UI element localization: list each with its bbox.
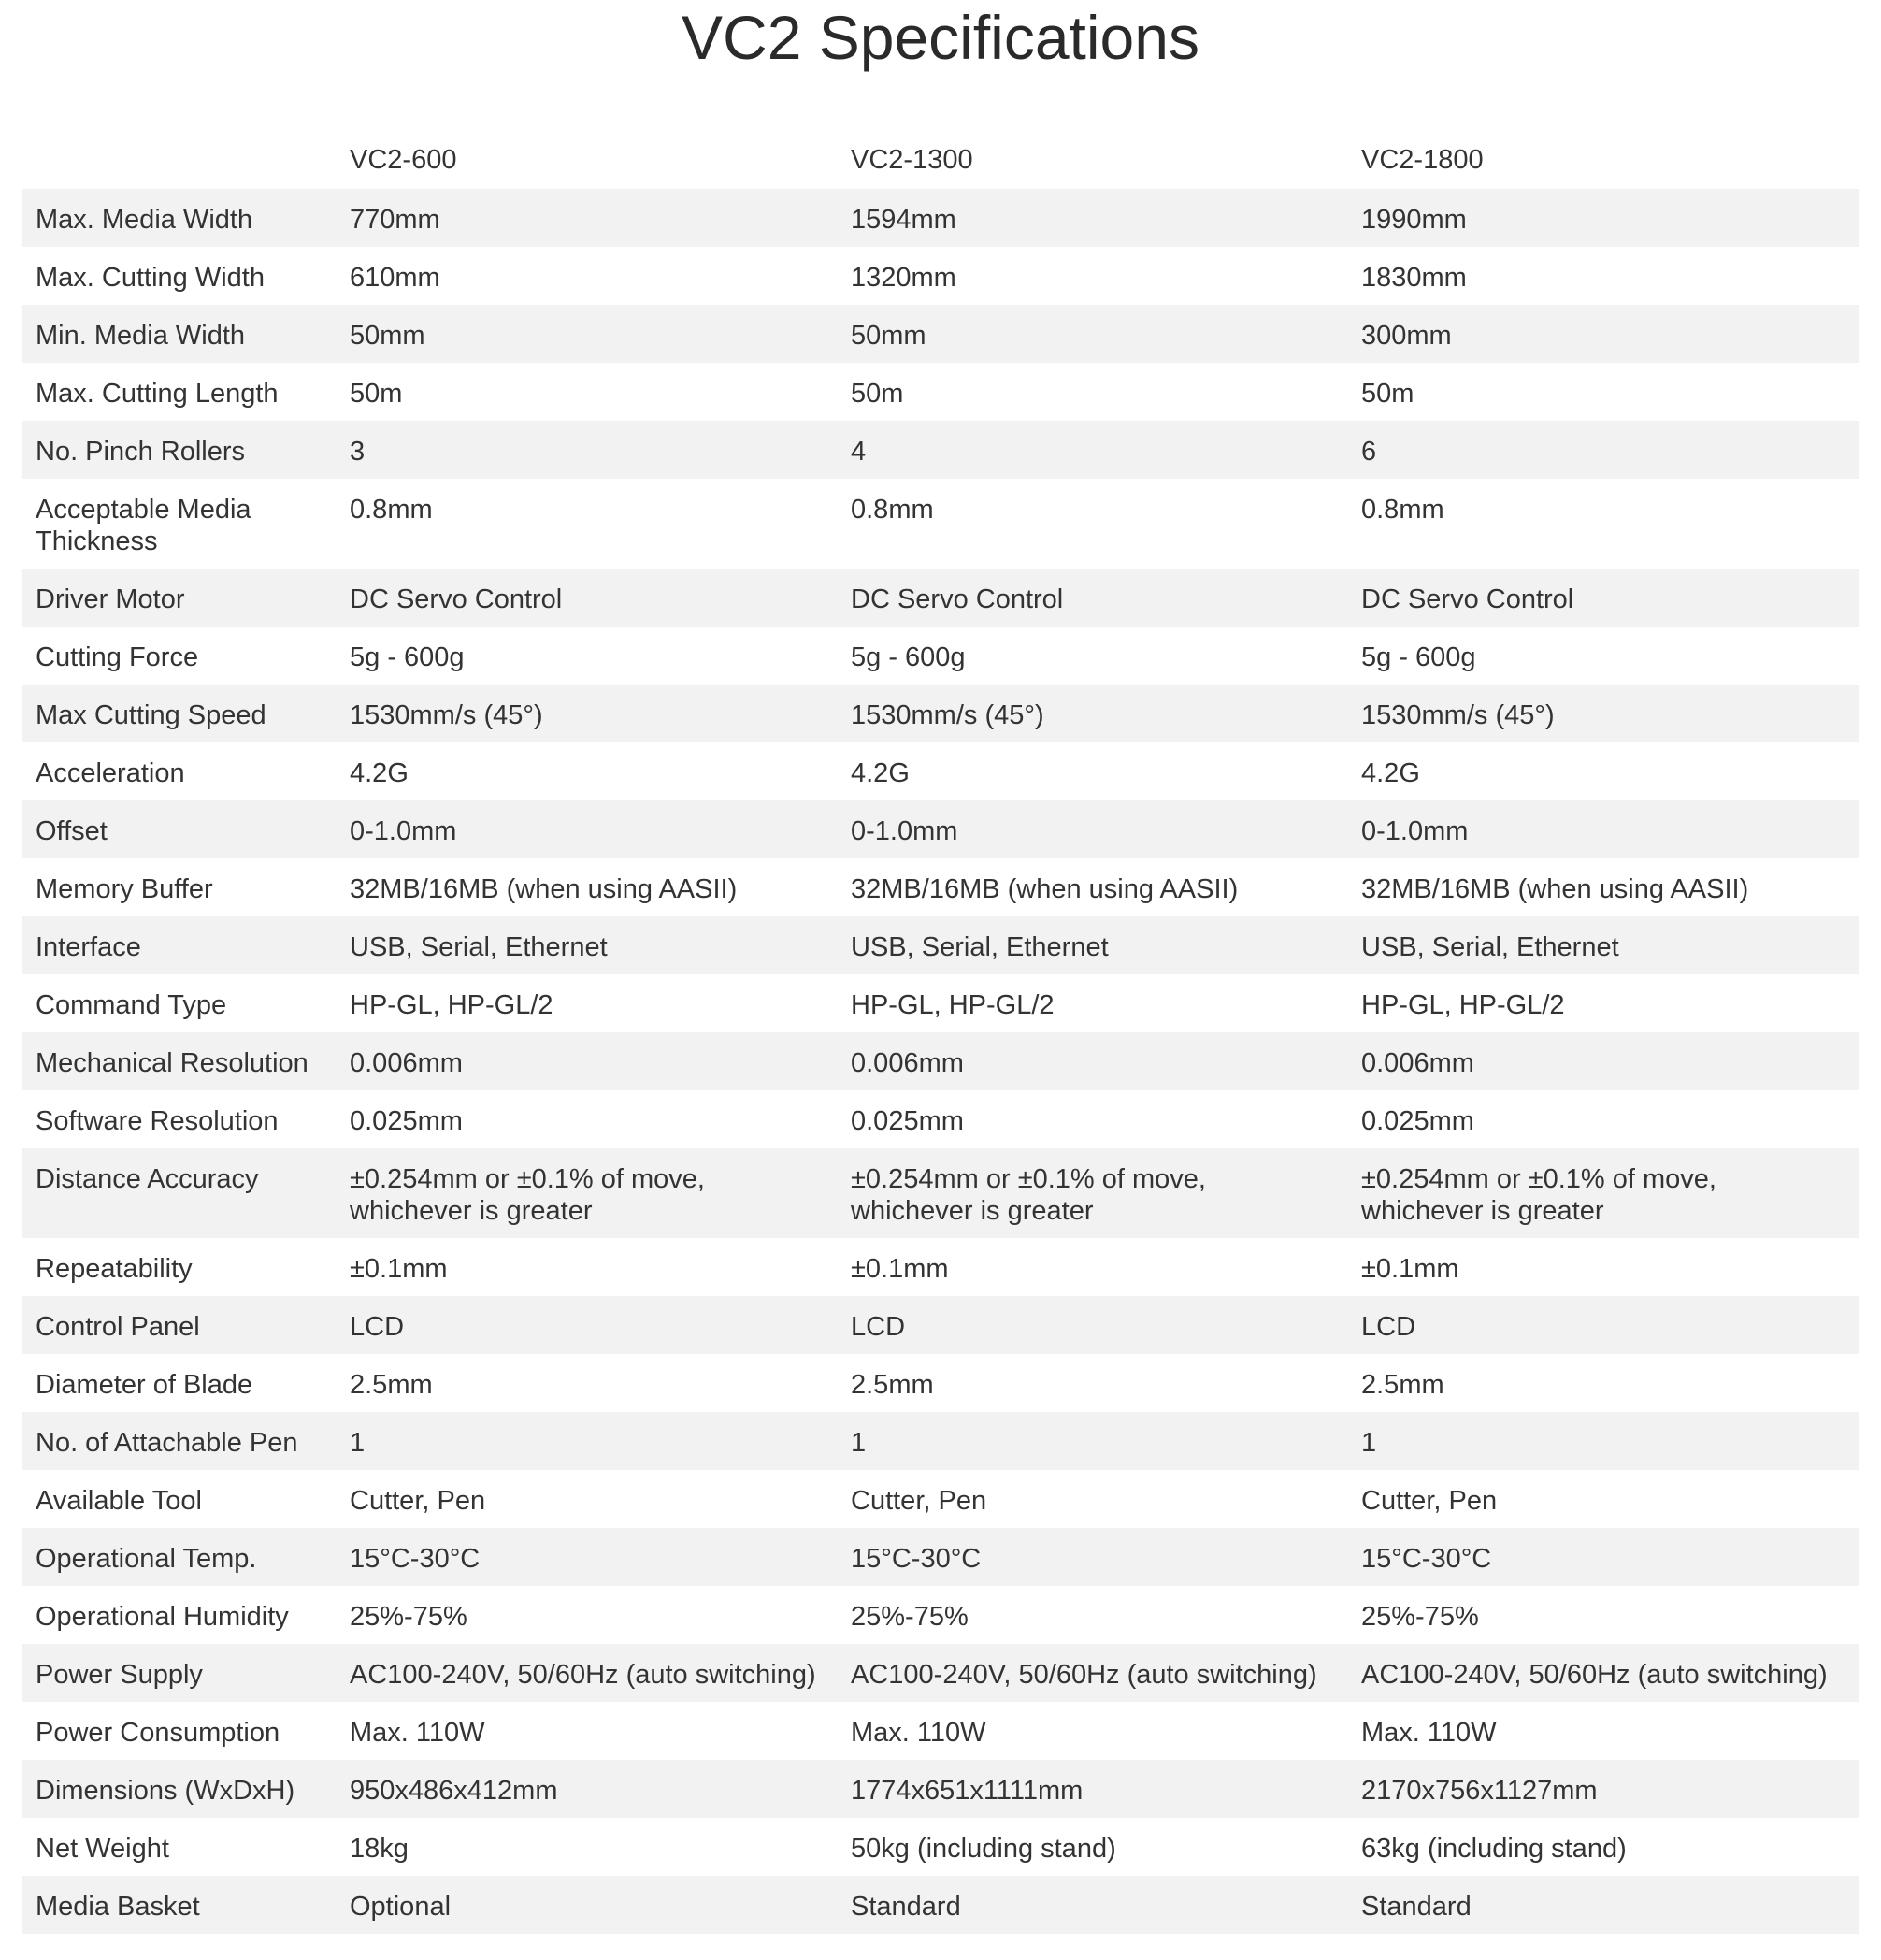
row-label: Mechanical Resolution [36, 1048, 309, 1078]
table-row [22, 685, 1859, 742]
table-cell: DC Servo Control [1361, 584, 1574, 614]
table-row [22, 247, 1859, 305]
spec-table [22, 131, 1859, 1934]
table-cell: USB, Serial, Ethernet [851, 932, 1109, 962]
row-label: Cutting Force [36, 642, 199, 672]
table-row [22, 569, 1859, 627]
table-cell: 32MB/16MB (when using AASII) [350, 874, 738, 904]
table-cell: 0.8mm [350, 495, 433, 525]
table-cell: 1990mm [1361, 205, 1467, 235]
table-cell: USB, Serial, Ethernet [350, 932, 608, 962]
table-cell: 300mm [1361, 321, 1452, 351]
table-cell: 2.5mm [851, 1370, 934, 1400]
table-cell: ±0.254mm or ±0.1% of move, whichever is greater [851, 1164, 1206, 1226]
table-cell: 950x486x412mm [350, 1776, 558, 1806]
table-row [22, 1586, 1859, 1644]
table-cell: LCD [851, 1312, 906, 1342]
table-cell: 0.025mm [1361, 1106, 1474, 1136]
table-cell: 50mm [350, 321, 425, 351]
table-cell: 0.025mm [350, 1106, 463, 1136]
row-label: Max. Cutting Width [36, 263, 265, 293]
table-row [22, 421, 1859, 479]
row-label: Command Type [36, 990, 227, 1020]
table-cell: 1320mm [851, 263, 956, 293]
table-cell: HP-GL, HP-GL/2 [1361, 990, 1565, 1020]
table-row [22, 1876, 1859, 1934]
table-cell: 5g - 600g [851, 642, 966, 672]
table-cell: Cutter, Pen [350, 1486, 486, 1516]
row-label: No. Pinch Rollers [36, 437, 246, 467]
table-cell: 1 [350, 1428, 366, 1458]
table-cell: Max. 110W [851, 1718, 986, 1748]
table-cell: 770mm [350, 205, 440, 235]
table-cell: 5g - 600g [350, 642, 465, 672]
row-label: Distance Accuracy [36, 1164, 259, 1194]
row-label: Media Basket [36, 1892, 200, 1922]
table-cell: AC100-240V, 50/60Hz (auto switching) [350, 1660, 816, 1690]
table-cell: 1 [851, 1428, 867, 1458]
table-cell: 63kg (including stand) [1361, 1834, 1627, 1864]
table-cell: Max. 110W [1361, 1718, 1497, 1748]
table-row [22, 1818, 1859, 1876]
table-cell: Cutter, Pen [851, 1486, 987, 1516]
table-row [22, 1148, 1859, 1238]
row-label: Power Consumption [36, 1718, 280, 1748]
table-cell: 50m [350, 379, 403, 409]
row-label: Net Weight [36, 1834, 169, 1864]
row-label: Available Tool [36, 1486, 202, 1516]
table-cell: Standard [1361, 1892, 1472, 1922]
row-label: Dimensions (WxDxH) [36, 1776, 295, 1806]
table-cell: Standard [851, 1892, 961, 1922]
table-cell: 0.025mm [851, 1106, 964, 1136]
column-header [22, 131, 337, 189]
table-cell: 1594mm [851, 205, 956, 235]
row-label: Software Resolution [36, 1106, 279, 1136]
table-cell: 1774x651x1111mm [851, 1776, 1084, 1806]
table-cell: DC Servo Control [350, 584, 563, 614]
table-row [22, 742, 1859, 800]
table-row [22, 1470, 1859, 1528]
page-title: VC2 Specifications [682, 3, 1199, 72]
table-row [22, 1412, 1859, 1470]
table-cell: ±0.1mm [1361, 1254, 1459, 1284]
column-header: VC2-1800 [1361, 144, 1484, 175]
table-cell: 1 [1361, 1428, 1377, 1458]
table-cell: 4.2G [1361, 758, 1420, 788]
table-cell: HP-GL, HP-GL/2 [350, 990, 553, 1020]
table-cell: 32MB/16MB (when using AASII) [851, 874, 1239, 904]
table-cell: 50kg (including stand) [851, 1834, 1116, 1864]
table-cell: 2.5mm [1361, 1370, 1444, 1400]
header-row [22, 131, 1859, 189]
row-label: Power Supply [36, 1660, 203, 1690]
table-row [22, 1296, 1859, 1354]
row-label: Max Cutting Speed [36, 700, 266, 730]
table-row [22, 916, 1859, 974]
table-cell: HP-GL, HP-GL/2 [851, 990, 1055, 1020]
column-header: VC2-1300 [851, 144, 973, 175]
table-cell: 1530mm/s (45°) [1361, 700, 1555, 730]
table-cell: 50m [1361, 379, 1414, 409]
table-cell: 25%-75% [851, 1602, 969, 1632]
row-label: Memory Buffer [36, 874, 213, 904]
table-cell: 2170x756x1127mm [1361, 1776, 1598, 1806]
table-cell: ±0.1mm [851, 1254, 949, 1284]
table-row [22, 1528, 1859, 1586]
row-label: Max. Media Width [36, 205, 253, 235]
table-cell: DC Servo Control [851, 584, 1064, 614]
table-row [22, 189, 1859, 247]
table-cell: 25%-75% [1361, 1602, 1479, 1632]
table-cell: 6 [1361, 437, 1377, 467]
row-label: No. of Attachable Pen [36, 1428, 298, 1458]
table-cell: ±0.254mm or ±0.1% of move, whichever is greater [1361, 1164, 1716, 1226]
table-row [22, 1090, 1859, 1148]
table-row [22, 1238, 1859, 1296]
table-cell: 1530mm/s (45°) [350, 700, 543, 730]
table-row [22, 1032, 1859, 1090]
table-cell: 50mm [851, 321, 926, 351]
table-cell: 0-1.0mm [350, 816, 457, 846]
row-label: Diameter of Blade [36, 1370, 253, 1400]
table-cell: 18kg [350, 1834, 409, 1864]
table-cell: 32MB/16MB (when using AASII) [1361, 874, 1749, 904]
table-row [22, 858, 1859, 916]
table-cell: 4 [851, 437, 867, 467]
table-cell: AC100-240V, 50/60Hz (auto switching) [851, 1660, 1317, 1690]
table-row [22, 479, 1859, 569]
table-row [22, 363, 1859, 421]
table-cell: 3 [350, 437, 366, 467]
table-cell: AC100-240V, 50/60Hz (auto switching) [1361, 1660, 1828, 1690]
table-cell: Max. 110W [350, 1718, 485, 1748]
table-cell: 15°C-30°C [350, 1544, 481, 1574]
row-label: Offset [36, 816, 108, 846]
table-cell: 25%-75% [350, 1602, 467, 1632]
table-cell: 0.8mm [851, 495, 934, 525]
table-cell: 50m [851, 379, 904, 409]
table-cell: 1830mm [1361, 263, 1467, 293]
column-header: VC2-600 [350, 144, 457, 175]
table-row [22, 1354, 1859, 1412]
row-label: Driver Motor [36, 584, 185, 614]
table-cell: 2.5mm [350, 1370, 433, 1400]
row-label: Min. Media Width [36, 321, 246, 351]
table-cell: ±0.1mm [350, 1254, 448, 1284]
table-row [22, 1760, 1859, 1818]
table-row [22, 1702, 1859, 1760]
table-cell: Optional [350, 1892, 452, 1922]
row-label: Acceleration [36, 758, 185, 788]
table-cell: 15°C-30°C [1361, 1544, 1492, 1574]
table-cell: 5g - 600g [1361, 642, 1476, 672]
table-cell: 0.006mm [350, 1048, 463, 1078]
table-cell: 1530mm/s (45°) [851, 700, 1044, 730]
table-row [22, 627, 1859, 685]
row-label: Acceptable Media Thickness [36, 495, 251, 556]
row-label: Repeatability [36, 1254, 193, 1284]
row-label: Interface [36, 932, 141, 962]
row-label: Operational Humidity [36, 1602, 289, 1632]
table-row [22, 974, 1859, 1032]
table-cell: 4.2G [350, 758, 409, 788]
table-cell: 0.006mm [851, 1048, 964, 1078]
table-cell: 0-1.0mm [1361, 816, 1469, 846]
table-cell: LCD [350, 1312, 405, 1342]
table-cell: 0-1.0mm [851, 816, 958, 846]
table-row [22, 800, 1859, 858]
table-row [22, 1644, 1859, 1702]
table-cell: LCD [1361, 1312, 1416, 1342]
table-cell: 15°C-30°C [851, 1544, 982, 1574]
table-cell: 610mm [350, 263, 440, 293]
table-cell: ±0.254mm or ±0.1% of move, whichever is greater [350, 1164, 705, 1226]
table-cell: 4.2G [851, 758, 910, 788]
row-label: Operational Temp. [36, 1544, 257, 1574]
table-cell: 0.006mm [1361, 1048, 1474, 1078]
table-cell: Cutter, Pen [1361, 1486, 1498, 1516]
table-row [22, 305, 1859, 363]
row-label: Control Panel [36, 1312, 200, 1342]
row-label: Max. Cutting Length [36, 379, 279, 409]
table-cell: 0.8mm [1361, 495, 1444, 525]
table-cell: USB, Serial, Ethernet [1361, 932, 1619, 962]
spec-table-body [22, 189, 1859, 1934]
